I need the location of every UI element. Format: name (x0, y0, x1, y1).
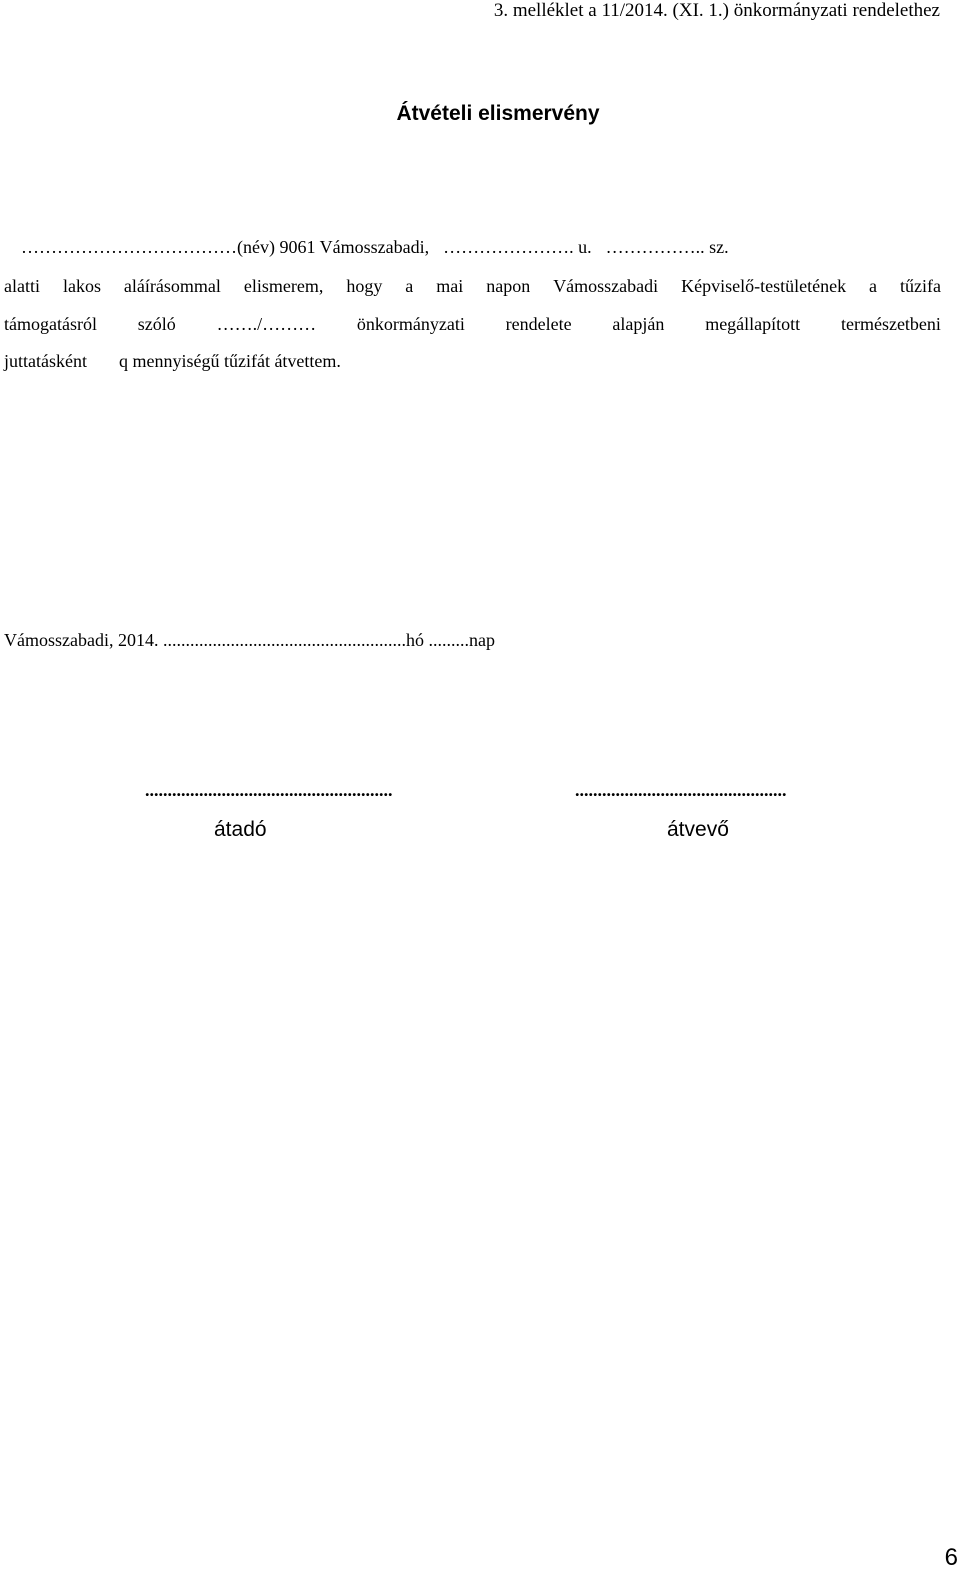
word: aláírásommal (123, 276, 221, 296)
signature-label-left: átadó (214, 818, 267, 841)
word: szóló (137, 314, 176, 334)
date-line: Vámosszabadi, 2014. ......................................................hó .........nap (4, 630, 495, 650)
word: megállapított (705, 314, 801, 334)
word: önkormányzati (356, 314, 465, 334)
header-reference: 3. melléklet a 11/2014. (XI. 1.) önkormányzati rendelethez (493, 0, 940, 21)
word: Vámosszabadi (553, 276, 659, 296)
word: lakos (62, 276, 101, 296)
signature-line-right: ............................................... (575, 780, 787, 800)
paragraph-line-2 (4, 276, 941, 297)
paragraph-line-1 (21, 237, 941, 258)
quantity-text: q mennyiségű tűzifát átvettem. (118, 351, 341, 371)
word: juttatásként (4, 351, 87, 371)
signature-label-right: átvevő (667, 818, 729, 841)
decree-number-blank: ……./……… (216, 314, 317, 334)
word: elismerem, (243, 276, 324, 296)
word: napon (486, 276, 531, 296)
word: támogatásról (4, 314, 97, 334)
street-blank: …………………. u. (443, 237, 592, 257)
paragraph-line-3 (4, 314, 941, 335)
number-blank: …………….. sz. (605, 237, 729, 257)
document-title: Átvételi elismervény (396, 102, 600, 125)
word: mai (436, 276, 464, 296)
name-blank: ……………………………… (21, 237, 237, 257)
page-number: 6 (944, 1544, 958, 1571)
signature-line-left: ....................................................... (145, 780, 393, 800)
word: alatti (4, 276, 40, 296)
word: a (405, 276, 414, 296)
word: rendelete (505, 314, 572, 334)
name-label: (név) 9061 Vámosszabadi, (237, 237, 430, 257)
word: természetbeni (840, 314, 941, 334)
paragraph-line-4 (4, 351, 941, 372)
word: alapján (612, 314, 665, 334)
word: hogy (346, 276, 383, 296)
word: Képviselő-testületének (681, 276, 847, 296)
word: a (869, 276, 878, 296)
word: tűzifa (900, 276, 941, 296)
